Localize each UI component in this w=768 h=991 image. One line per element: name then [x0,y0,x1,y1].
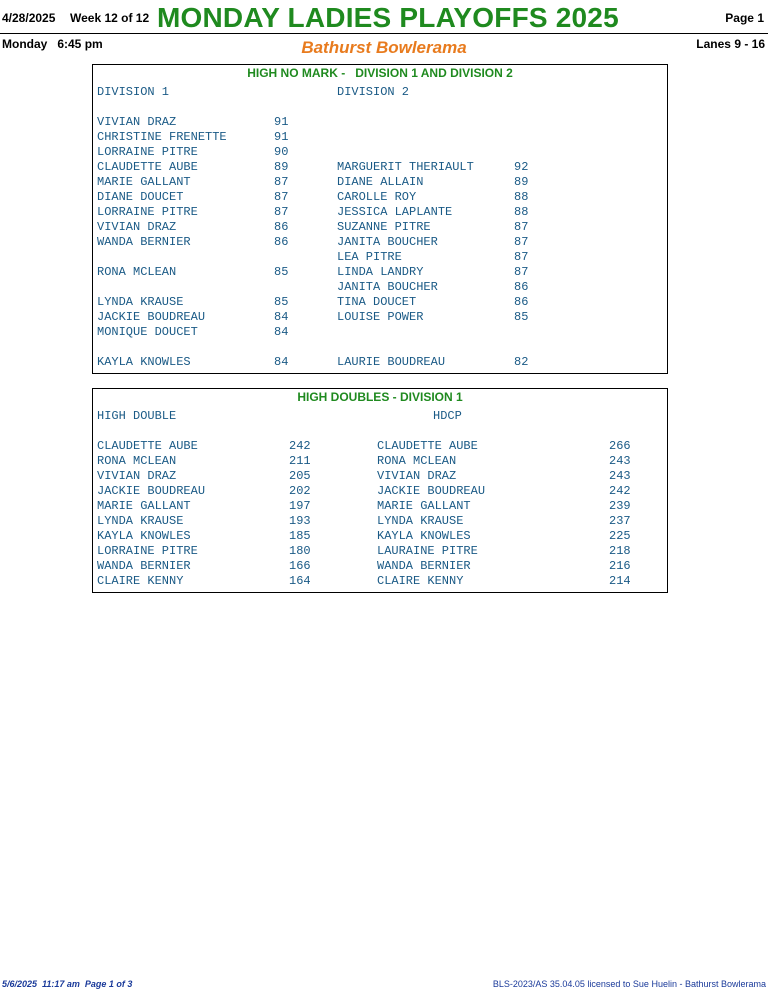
high-no-mark-section [92,64,668,374]
hdcp-bowler: VIVIAN DRAZ [377,469,457,483]
high-double-score: 185 [289,529,311,543]
high-double-score: 193 [289,514,311,528]
hdcp-bowler: LYNDA KRAUSE [377,514,464,528]
hdcp-score: 218 [609,544,631,558]
division-2-bowler: TINA DOUCET [337,295,417,309]
high-double-bowler: CLAUDETTE AUBE [97,439,198,453]
footer-license: BLS-2023/AS 35.04.05 licensed to Sue Huelin - Bathurst Bowlerama [492,979,766,989]
hdcp-bowler: WANDA BERNIER [377,559,471,573]
division-1-bowler: LYNDA KRAUSE [97,295,184,309]
hdcp-score: 242 [609,484,631,498]
division-2-score: 89 [514,175,529,189]
hdcp-bowler: CLAIRE KENNY [377,574,464,588]
division-1-bowler: VIVIAN DRAZ [97,115,177,129]
high-double-bowler: CLAIRE KENNY [97,574,184,588]
division-1-score: 89 [274,160,289,174]
page-title: MONDAY LADIES PLAYOFFS 2025 [157,2,619,33]
division-2-bowler: CAROLLE ROY [337,190,417,204]
high-double-score: 205 [289,469,311,483]
hdcp-label: HDCP [433,409,462,423]
high-double-score: 164 [289,574,311,588]
division-2-bowler: LOUISE POWER [337,310,424,324]
venue-name: Bathurst Bowlerama [301,38,467,57]
division-1-bowler: MARIE GALLANT [97,175,191,189]
division-2-score: 88 [514,190,529,204]
high-double-score: 211 [289,454,311,468]
division-2-score: 86 [514,280,529,294]
division-2-score: 87 [514,235,529,249]
high-double-bowler: WANDA BERNIER [97,559,191,573]
division-1-score: 84 [274,310,289,324]
division-1-bowler: JACKIE BOUDREAU [97,310,206,324]
hdcp-score: 243 [609,469,631,483]
hdcp-score: 216 [609,559,631,573]
hdcp-bowler: RONA MCLEAN [377,454,457,468]
day-time: Monday 6:45 pm [2,37,103,51]
week-label: Week 12 of 12 [70,11,150,25]
division-1-score: 90 [274,145,289,159]
division-1-score: 85 [274,265,289,279]
division-1-bowler: LORRAINE PITRE [97,145,198,159]
hdcp-bowler: JACKIE BOUDREAU [377,484,486,498]
division-2-bowler: JANITA BOUCHER [337,280,438,294]
division-2-score: 85 [514,310,529,324]
hdcp-score: 266 [609,439,631,453]
high-double-bowler: JACKIE BOUDREAU [97,484,206,498]
hdcp-score: 237 [609,514,631,528]
hdcp-score: 214 [609,574,631,588]
division-2-bowler: JANITA BOUCHER [337,235,438,249]
high-doubles-section [92,388,668,593]
division-1-label: DIVISION 1 [97,85,170,99]
division-1-bowler: LORRAINE PITRE [97,205,198,219]
division-1-bowler: WANDA BERNIER [97,235,191,249]
division-2-bowler: LAURIE BOUDREAU [337,355,446,369]
division-1-score: 85 [274,295,289,309]
hdcp-bowler: MARIE GALLANT [377,499,471,513]
page-number: Page 1 [725,11,764,25]
high-double-score: 166 [289,559,311,573]
division-1-score: 87 [274,190,289,204]
high-double-score: 202 [289,484,311,498]
hdcp-bowler: LAURAINE PITRE [377,544,478,558]
division-1-score: 84 [274,325,289,339]
division-1-bowler: MONIQUE DOUCET [97,325,198,339]
header-divider [0,33,768,34]
high-double-bowler: VIVIAN DRAZ [97,469,177,483]
high-double-score: 197 [289,499,311,513]
division-2-bowler: JESSICA LAPLANTE [337,205,453,219]
division-1-score: 86 [274,235,289,249]
division-2-bowler: MARGUERIT THERIAULT [337,160,474,174]
division-1-bowler: RONA MCLEAN [97,265,177,279]
division-1-bowler: CLAUDETTE AUBE [97,160,198,174]
division-2-score: 92 [514,160,529,174]
high-double-label: HIGH DOUBLE [97,409,177,423]
division-1-bowler: VIVIAN DRAZ [97,220,177,234]
division-1-bowler: DIANE DOUCET [97,190,184,204]
division-2-label: DIVISION 2 [337,85,410,99]
high-double-bowler: LORRAINE PITRE [97,544,198,558]
division-2-score: 87 [514,250,529,264]
lanes-label: Lanes 9 - 16 [696,37,765,51]
division-2-bowler: DIANE ALLAIN [337,175,424,189]
high-double-bowler: MARIE GALLANT [97,499,191,513]
division-1-score: 86 [274,220,289,234]
hdcp-score: 225 [609,529,631,543]
section-title: HIGH NO MARK - DIVISION 1 AND DIVISION 2 [247,66,513,80]
division-2-score: 87 [514,220,529,234]
division-2-bowler: LINDA LANDRY [337,265,424,279]
division-2-score: 82 [514,355,529,369]
division-2-score: 87 [514,265,529,279]
high-double-score: 242 [289,439,311,453]
hdcp-bowler: CLAUDETTE AUBE [377,439,478,453]
division-2-bowler: LEA PITRE [337,250,402,264]
high-double-bowler: RONA MCLEAN [97,454,177,468]
high-double-bowler: KAYLA KNOWLES [97,529,191,543]
division-1-score: 87 [274,175,289,189]
footer-print-info: 5/6/2025 11:17 am Page 1 of 3 [2,979,133,989]
hdcp-bowler: KAYLA KNOWLES [377,529,471,543]
section-title: HIGH DOUBLES - DIVISION 1 [297,390,463,404]
hdcp-score: 239 [609,499,631,513]
high-double-score: 180 [289,544,311,558]
hdcp-score: 243 [609,454,631,468]
division-2-score: 86 [514,295,529,309]
division-1-bowler: KAYLA KNOWLES [97,355,191,369]
report-date: 4/28/2025 [2,11,56,25]
division-1-score: 87 [274,205,289,219]
division-1-score: 91 [274,130,289,144]
high-double-bowler: LYNDA KRAUSE [97,514,184,528]
division-1-score: 91 [274,115,289,129]
division-2-score: 88 [514,205,529,219]
division-2-bowler: SUZANNE PITRE [337,220,431,234]
division-1-score: 84 [274,355,289,369]
division-1-bowler: CHRISTINE FRENETTE [97,130,227,144]
